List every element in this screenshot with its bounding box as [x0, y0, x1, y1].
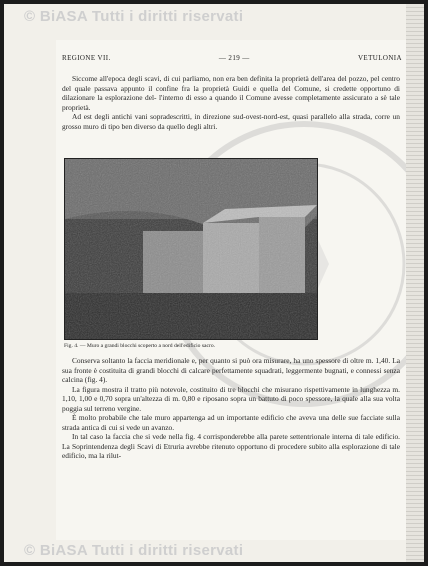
text-block-bottom — [62, 356, 400, 461]
text-block-top — [62, 74, 400, 131]
photo-grain — [65, 159, 317, 339]
paragraph: Conserva soltanto la faccia meridionale e, per quanto si può ora misurare, ha uno spessore di oltre m. 1,40. La sua fronte è costituita di grandi blocchi di calcare perfettamente squadrati, leggermente bugnati, e connessi senza calcina (fig. 4). — [62, 356, 400, 384]
page-edge — [406, 4, 424, 562]
header-region: REGIONE VII. — [62, 54, 111, 62]
header-place: VETULONIA — [357, 54, 402, 62]
figure-caption: Fig. 4. — Muro a grandi blocchi scoperto a nord dell'edificio sacro. — [64, 343, 216, 349]
scanned-page — [4, 4, 424, 562]
paragraph: È molto probabile che tale muro appartenga ad un importante edificio che aveva una delle sue facciate sulla strada antica di cui si vede un avanzo. — [62, 413, 400, 432]
paragraph: Siccome all'epoca degli scavi, di cui parliamo, non era ben definita la proprietà dell'area del pozzo, pel centro del quale passava appunto il confine fra la proprietà Guidi e quella del Comune, si credette opportuno di dilazionare la esplorazione del- l'interno di esso a quando il Comune avesse completamente assicurato a sè tale proprietà. — [62, 74, 400, 112]
page-number: — 219 — — [218, 54, 250, 62]
paragraph: In tal caso la faccia che si vede nella fig. 4 corrisponderebbe alla parete settentrionale interna di tale edificio. La Soprintendenza degli Scavi di Etruria avrebbe ritenuto opportuno di procedere subito alla esplorazione di tale edificio, ma la rilut- — [62, 432, 400, 460]
figure-photo — [64, 158, 318, 340]
watermark-bottom: © BiASA Tutti i diritti riservati — [24, 542, 244, 559]
watermark-top: © BiASA Tutti i diritti riservati — [24, 8, 244, 25]
running-header — [62, 54, 402, 64]
paragraph: La figura mostra il tratto più notevole, costituito di tre blocchi che misurano rispettivamente in lunghezza m. 1,10, 1,00 e 0,70 sopra un'altezza di m. 0,80 e riposano sopra un battuto di poco spessore, la quale alla sua volta poggia sul terreno vergine. — [62, 384, 400, 413]
paragraph: Ad est degli antichi vani sopradescritti, in direzione sud-ovest-nord-est, quasi parallelo alla strada, corre un grosso muro di tipo ben diverso da quello degli altri. — [62, 112, 400, 131]
